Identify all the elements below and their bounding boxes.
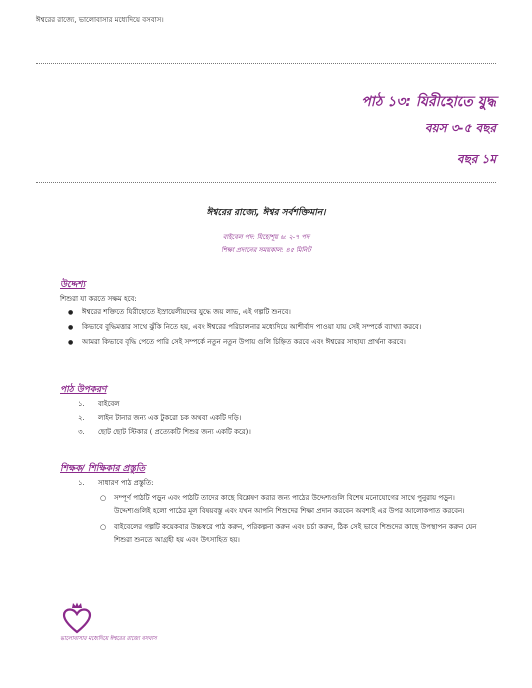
list-item: ১. বাইবেল xyxy=(78,400,120,408)
lesson-subtitle: ঈশ্বরের রাজ্যে, ঈশ্বর সর্বশক্তিমান। xyxy=(206,208,326,218)
divider-top xyxy=(36,63,496,64)
preparation-heading: শিক্ষক/ শিক্ষিকার প্রস্তুতি xyxy=(60,464,146,474)
list-item: ২. লাইন টানার জন্য এক টুকরো চক অথবা একটি দড়ি। xyxy=(78,414,242,422)
session-duration: শিক্ষা প্রদানের সময়কাল: ৪৫ মিনিট xyxy=(221,246,311,254)
bible-reference: বাইবেল পদ: যিহোশূয় ৬: ২-৭ পদ xyxy=(222,233,310,241)
lesson-title: পাঠ ১৩: যিরীহোতে যুদ্ধ xyxy=(361,94,496,110)
objectives-intro: শিশুরা যা করতে সক্ষম হবে: xyxy=(60,295,137,303)
objectives-list xyxy=(60,306,480,349)
footer-tagline: ভালোবাসার মধ্যেদিয়ে ঈশ্বরের রাজ্যে বসবাস xyxy=(60,636,157,642)
preparation-sublist xyxy=(98,492,480,547)
materials-section xyxy=(60,398,480,440)
divider-middle xyxy=(36,182,496,183)
preparation-section xyxy=(60,477,480,550)
list-item: ○ বাইবেলের গল্পটি কয়েকবার উচ্চস্বরে পাঠ করুন, পরিকল্পনা করুন এবং চর্চা করুন, ঠিক সেই ভাবে শিশুদের কাছে উপস্থাপন করুন যেন শিশুরা শুনতে আগ্রহী হয় এবং উৎসাহিত হয়। xyxy=(98,521,480,547)
list-item: ● আমরা কিভাবে বৃদ্ধি পেতে পারি সেই সম্পর্কে নতুন নতুন উপায় গুলি চিহ্নিত করবে এবং ঈশ্বরের সাহায্য প্রার্থনা করবে। xyxy=(60,336,480,349)
list-item: ● ঈশ্বরের শক্তিতে যিরীহোতে ইস্রায়েলীয়দের যুদ্ধে জয় লাভ, এই গল্পটি শুনবে। xyxy=(60,306,480,319)
list-item: ৩. ছোট ছোট স্টিকার ( প্রত্যেকটি শিশুর জন্য একটি করে)। xyxy=(78,428,251,436)
crown-heart-icon xyxy=(62,602,92,634)
year-label: বছর ১ম xyxy=(456,152,496,166)
preparation-list xyxy=(60,477,480,490)
list-item: ১. সাধারণ পাঠ প্রস্তুতি: xyxy=(78,479,154,487)
age-range: বয়স ৩-৫ বছর xyxy=(424,121,496,135)
running-header: ঈশ্বরের রাজ্যে, ভালোবাসার মধ্যেদিয়ে বসবাস। xyxy=(36,16,164,24)
list-item: ● কিভাবে বুদ্ধিমত্তার সাথে ঝুঁকি নিতে হয়, এবং ঈশ্বরের পরিচালনার মধ্যেদিয়ে আশীর্বাদ পাওয়া যায় সেই সম্পর্কে ব্যাখ্যা করবে। xyxy=(60,321,480,334)
materials-heading: পাঠ উপকরণ xyxy=(60,385,107,395)
materials-list xyxy=(60,398,480,439)
list-item: ○ সম্পূর্ণ পাঠটি পড়ুন এবং পাঠটি তাদের কাছে বিশ্লেষণ করার জন্য পাঠের উদ্দেশ্যগুলি বিশেষ মনোযোগের সাথে পুনুরায় পড়ুন। উদ্দেশ্যগুলিই হলো পাঠের মূল বিষয়বস্তু এবং যখন আপনি শিশুদের শিক্ষা প্রদান করবেন অবশ্যই এর উপর আলোকপাত করবেন। xyxy=(98,492,480,518)
objectives-section xyxy=(60,293,480,351)
objectives-heading: উদ্দেশ্য xyxy=(60,280,86,290)
